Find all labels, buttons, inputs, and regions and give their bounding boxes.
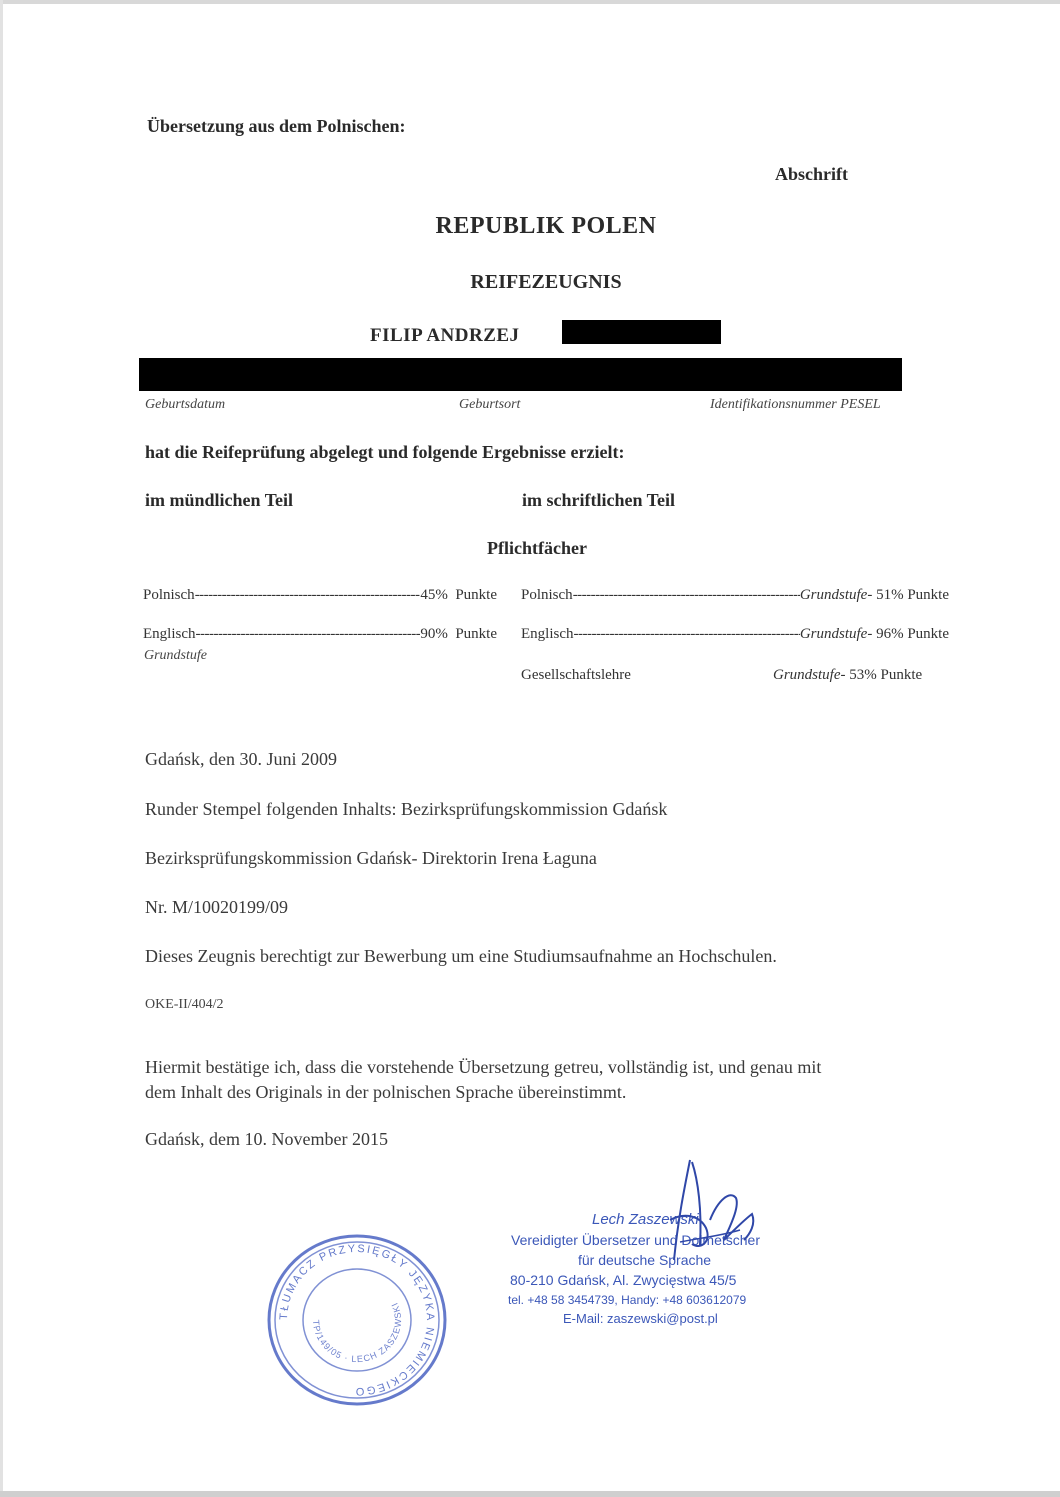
scan-edge-bottom [0,1491,1060,1497]
round-seal [262,1230,452,1410]
translator-email: E-Mail: zaszewski@post.pl [563,1311,718,1326]
dash-leader [195,587,421,604]
document-title: REIFEZEUGNIS [470,271,622,293]
dash-leader [574,626,800,643]
svg-text:TP/149/05 · LECH ZASZEWSKI: TP/149/05 · LECH ZASZEWSKI [310,1300,404,1365]
copy-label: Abschrift [775,164,848,184]
oral-heading: im mündlichen Teil [145,490,294,510]
oral-score: 45% [420,587,448,603]
scan-edge-top [0,0,1060,4]
svg-text:TŁUMACZ PRZYSIĘGŁY JĘZYKA NIEM: TŁUMACZ PRZYSIĘGŁY JĘZYKA NIEMIECKIEGO [277,1242,437,1398]
oral-score: 90% [420,626,448,642]
translator-signature [640,1150,770,1270]
written-subject: Englisch [521,626,574,642]
written-unit: Punkte [907,626,949,642]
translator-phones: tel. +48 58 3454739, Handy: +48 603612079 [508,1293,747,1307]
written-level: Grundstufe [773,667,841,683]
oral-subject: Englisch [143,626,196,642]
certification-line-1: Hiermit bestätige ich, dass die vorstehende Übersetzung getreu, vollständig ist, und genau mit [145,1057,822,1077]
certification-line-2: dem Inhalt des Originals in der polnischen Sprache übereinstimmt. [145,1082,627,1102]
id-number-label: Identifikationsnummer PESEL [710,397,881,412]
oral-unit: Punkte [455,626,497,642]
stamp-description: Runder Stempel folgenden Inhalts: Bezirksprüfungskommission Gdańsk [145,799,668,819]
written-unit: Punkte [880,667,923,683]
written-unit: Punkte [907,587,949,603]
form-code: OKE-II/404/2 [145,997,224,1012]
written-score: 96% [876,626,904,642]
birth-place-label: Geburtsort [459,397,521,412]
issue-place-date: Gdańsk, den 30. Juni 2009 [145,749,337,769]
written-subject: Polnisch [521,587,573,603]
written-heading: im schriftlichen Teil [522,490,675,510]
mandatory-heading: Pflichtfächer [487,538,587,558]
written-result-row: Englisch ----- Grundstufe - 96% Punkte [521,626,949,643]
oral-level-note: Grundstufe [144,648,207,663]
written-score: 51% [876,587,904,603]
translator-title: Vereidigter Übersetzer und Dolmetscher [511,1232,761,1248]
translator-name: Lech Zaszewski [592,1211,699,1228]
certificate-number: Nr. M/10020199/09 [145,897,289,917]
birth-date-label: Geburtsdatum [145,397,226,412]
entitlement-note: Dieses Zeugnis berechtigt zur Bewerbung um eine Studiumsaufnahme an Hochschulen. [145,946,777,966]
oral-result-row [143,587,497,604]
name-redaction [562,320,721,344]
written-result-row: Grundstufe- 53% Punkte [773,667,923,683]
written-result-row: Polnisch ----- Grundstufe - 51% Punkte [521,587,949,604]
country-title: REPUBLIK POLEN [435,213,657,239]
exam-statement: hat die Reifeprüfung abgelegt und folgende Ergebnisse erzielt: [145,442,625,462]
written-subject: Gesellschaftslehre [521,667,631,683]
written-level: Grundstufe [799,587,868,603]
oral-unit: Punkte [455,587,497,603]
oral-subject: Polnisch [143,587,195,603]
dash-leader [196,626,421,643]
written-level: Grundstufe [799,626,868,642]
translation-place-date: Gdańsk, dem 10. November 2015 [145,1129,388,1149]
dash-leader [573,587,800,604]
written-score: 53% [849,667,877,683]
translation-note: Übersetzung aus dem Polnischen: [147,116,406,136]
holder-name: FILIP ANDRZEJ [370,325,520,346]
director-line: Bezirksprüfungskommission Gdańsk- Direktorin Irena Łaguna [145,848,597,868]
oral-result-row [143,626,497,643]
translator-language: für deutsche Sprache [578,1252,712,1268]
personal-data-redaction [139,358,902,391]
translator-address: 80-210 Gdańsk, Al. Zwycięstwa 45/5 [510,1272,737,1288]
